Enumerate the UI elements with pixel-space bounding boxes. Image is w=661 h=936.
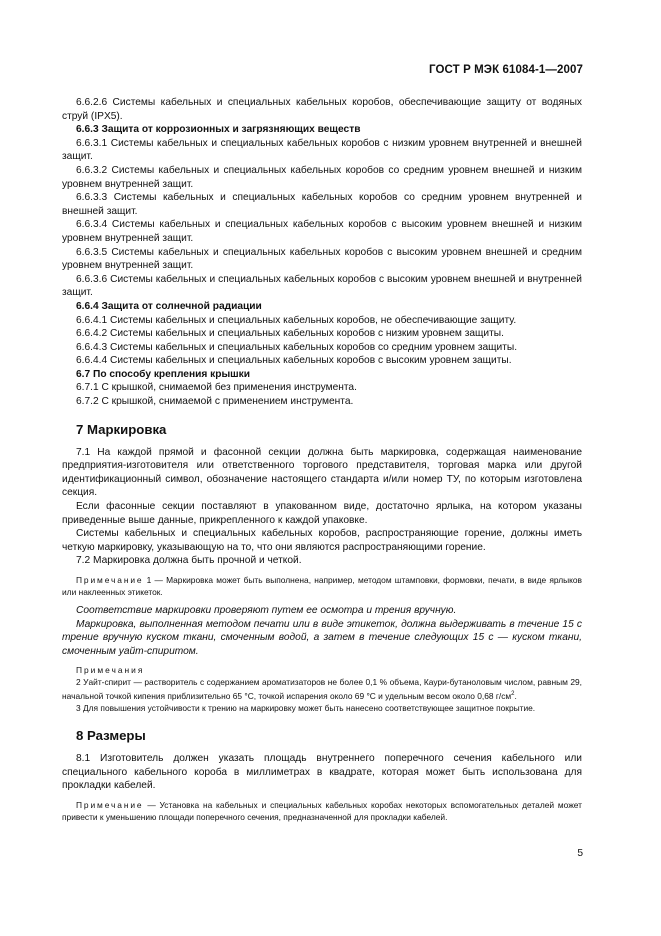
note-8-text: — Установка на кабельных и специальных кабельных коробах некоторых вспомогательных деталей может привести к уменьшению площади поперечного сечения, предназначенной для прокладки кабелей.	[62, 799, 583, 822]
notes-title: Примечания	[76, 665, 145, 676]
page-body	[62, 96, 582, 823]
clause-7-1-flammable: Системы кабельных и специальных кабельных коробов, распространяющие горение, должны иметь четкую маркировку, указывающую на то, что они являются распространяющими горение.	[62, 528, 582, 553]
section-8-title: 8 Размеры	[76, 728, 146, 744]
note-2	[62, 676, 582, 702]
note-8	[62, 799, 582, 823]
clause-6-7-2: 6.7.2 С крышкой, снимаемой с применением инструмента.	[76, 396, 354, 408]
clause-6-6-4-4: 6.6.4.4 Системы кабельных и специальных кабельных коробов с высоким уровнем защиты.	[76, 355, 512, 367]
standard-header: ГОСТ Р МЭК 61084-1—2007	[429, 64, 583, 76]
note-1-text: 1 — Маркировка может быть выполнена, например, методом штамповки, формовки, печати, в виде ярлыков или наклеенных этикеток.	[62, 575, 583, 597]
note-2-sup: 2	[511, 691, 515, 698]
clause-6-6-2-6: 6.6.2.6 Системы кабельных и специальных кабельных коробов, обеспечивающие защиту от водяных струй (IPX5).	[62, 97, 582, 122]
clause-6-6-3-3: 6.6.3.3 Системы кабельных и специальных кабельных коробов со средним уровнем внутренней и внешней защит.	[62, 192, 582, 217]
clause-8-1: 8.1 Изготовитель должен указать площадь внутреннего поперечного сечения кабельного или специального кабельного короба в миллиметрах в квадрате, которая может быть использована для прокладки кабелей.	[62, 753, 582, 792]
clause-6-6-3-6: 6.6.3.6 Системы кабельных и специальных кабельных коробов с высоким уровнем внешней и внутренней защит.	[62, 273, 582, 299]
check-method: Соответствие маркировки проверяют путем ее осмотра и трения вручную.	[76, 605, 457, 616]
clause-6-6-4-2: 6.6.4.2 Системы кабельных и специальных кабельных коробов с низким уровнем защиты.	[76, 328, 504, 340]
clause-7-1: 7.1 На каждой прямой и фасонной секции должна быть маркировка, содержащая наименование предприятия-изготовителя или ответственного торгового представителя, торговая марка или другой идентификационный символ, обозначение настоящего стандарта и/или номер ТУ, по которым изготовлена секция.	[62, 446, 582, 499]
clause-6-6-4-3: 6.6.4.3 Системы кабельных и специальных кабельных коробов со средним уровнем защиты.	[76, 341, 518, 353]
clause-6-6-3-2: 6.6.3.2 Системы кабельных и специальных кабельных коробов со средним уровнем внешней и низким уровнем внутренней защит.	[62, 164, 582, 190]
section-7-title: 7 Маркировка	[76, 421, 167, 437]
clause-7-1-packaging: Если фасонные секции поставляют в упакованном виде, достаточно ярлыка, на котором указаны приведенные выше данные, прикрепленного к каждой упаковке.	[62, 501, 582, 526]
note-1-label: Примечание	[76, 575, 144, 585]
note-2-text: 2 Уайт-спирит — растворитель с содержанием ароматизаторов не более 0,1 % объема, Каури-бутаноловым числом, равным 29, начальной точкой кипения приблизительно 65 °С, точкой испарения около 69 °С и удельным весом около 0,68 г/см	[62, 677, 582, 702]
heading-6-7: 6.7 По способу крепления крышки	[76, 368, 251, 380]
clause-6-6-3-4: 6.6.3.4 Системы кабельных и специальных кабельных коробов с высоким уровнем внешней и низким уровнем внутренней защит.	[62, 219, 582, 244]
page-number: 5	[577, 848, 583, 859]
note-2-end: .	[514, 691, 517, 702]
heading-6-6-4: 6.6.4 Защита от солнечной радиации	[76, 300, 262, 312]
clause-7-2: 7.2 Маркировка должна быть прочной и четкой.	[76, 555, 302, 567]
heading-6-6-3: 6.6.3 Защита от коррозионных и загрязняющих веществ	[76, 124, 361, 136]
note-3: 3 Для повышения устойчивости к трению на маркировку может быть нанесено соответствующее защитное покрытие.	[76, 703, 536, 714]
clause-6-6-4-1: 6.6.4.1 Системы кабельных и специальных кабельных коробов, не обеспечивающие защиту.	[76, 314, 517, 326]
note-8-label: Примечание	[76, 799, 144, 810]
clause-6-7-1: 6.7.1 С крышкой, снимаемой без применения инструмента.	[76, 382, 357, 394]
clause-6-6-3-5: 6.6.3.5 Системы кабельных и специальных кабельных коробов с высоким уровнем внешней и средним уровнем внутренней защит.	[62, 246, 582, 272]
check-rub-test: Маркировка, выполненная методом печати или в виде этикеток, должна выдерживать в течение 15 с трение вручную куском ткани, смоченным водой, а затем в течение следующих 15 с — куском ткани, смоченным уайт-спиритом.	[62, 618, 582, 657]
clause-6-6-3-1: 6.6.3.1 Системы кабельных и специальных кабельных коробов с низким уровнем внутренней и внешней защит.	[62, 137, 582, 163]
note-1	[62, 574, 582, 598]
